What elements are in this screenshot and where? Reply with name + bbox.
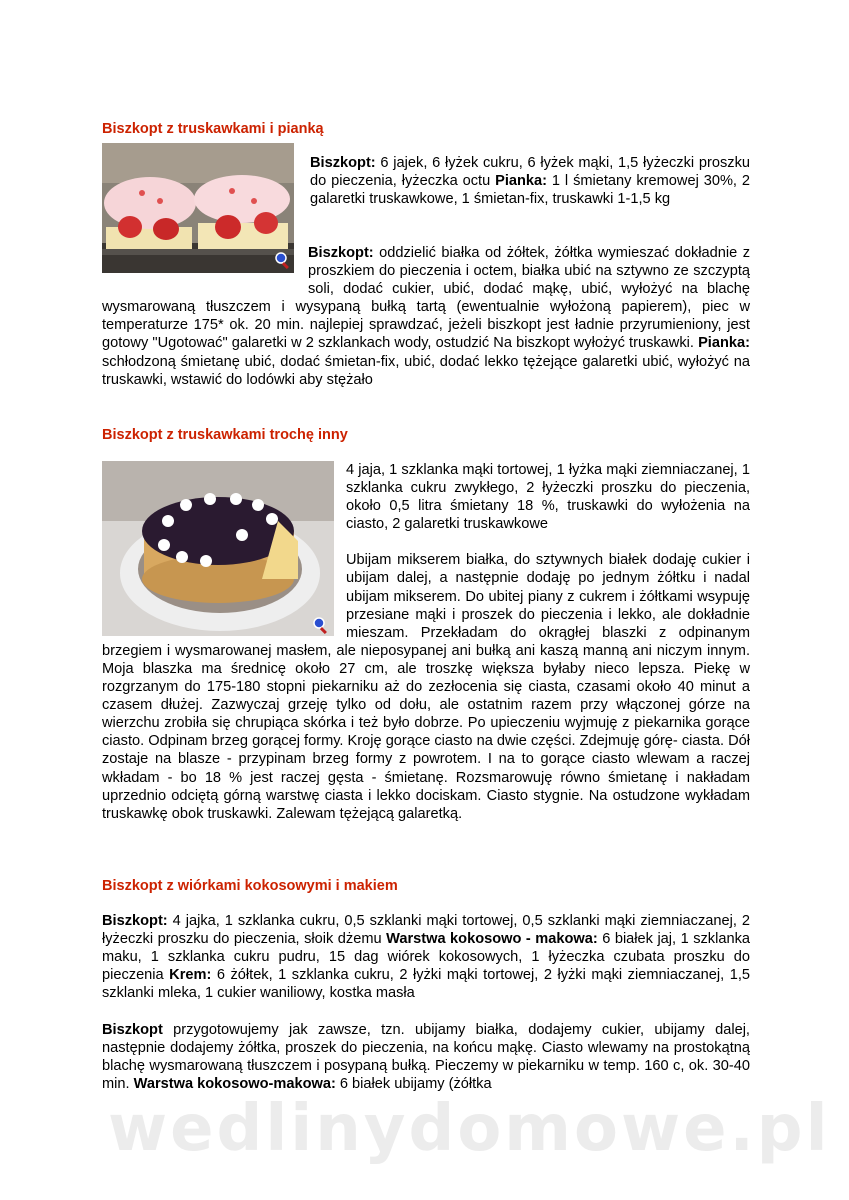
recipe-ingredients: Biszkopt: 4 jajka, 1 szklanka cukru, 0,5 szklanki mąki tortowej, 0,5 szklanki mąki ziemniaczanej, 2 łyżeczki proszku do pieczenia, słoik dżemu Warstwa kokosowo - makowa: 6 białek jaj, 1 szklanka maku, 1 szklanka cukru pudru, 15 dag wiórek kokosowych, 1 łyżeczka czubata proszku do pieczenia Krem: 6 żółtek, 1 szklanka cukru, 2 łyżki mąki tortowej, 2 łyżki mąki ziemniaczanej, 1,5 szklanki mleka, 1 cukier waniliowy, kostka masła xyxy=(102,913,750,1002)
recipe-body xyxy=(102,461,750,823)
recipe-title: Biszkopt z truskawkami trochę inny xyxy=(102,427,348,443)
recipe-ingredients: 4 jaja, 1 szklanka mąki tortowej, 1 łyżka mąki ziemniaczanej, 1 szklanka cukru zwykłego, 2 łyżeczki proszku do pieczenia, około 0,5 litra śmietany 18 %, truskawki do wyłożenia na ciasto, 2 galaretki truskawkowe xyxy=(346,462,750,533)
watermark: wedlinydomowe.pl xyxy=(108,1092,831,1166)
cake-photo xyxy=(102,461,334,636)
recipe-preparation: Biszkopt: oddzielić białka od żółtek, żółtka wymieszać dokładnie z proszkiem do pieczenia i octem, białka ubić na sztywno ze szczyptą soli, dodać cukier, ubić, dodać mąkę, ubić, wyłożyć na blachę wysmarowaną tłuszczem i wysypaną bułką tartą (ewentualnie wyłożoną papierem), piec w temperaturze 175* ok. 20 min. najlepiej sprawdzać, jeżeli biszkopt jest ładnie przyrumieniony, jest gotowy "Ugotować" galaretki w 2 szklankach wody, ostudzić Na biszkopt wyłożyć truskawki. Pianka: schłodzoną śmietanę ubić, dodać śmietan-fix, ubić, dodać lekko tężejące galaretki ubić, wyłożyć na truskawki, wstawić do lodówki aby stężało xyxy=(102,245,750,388)
recipe-ingredients: Biszkopt: 6 jajek, 6 łyżek cukru, 6 łyżek mąki, 1,5 łyżeczki proszku do pieczenia, łyżeczka octu Pianka: 1 l śmietany kremowej 30%, 2 galaretki truskawkowe, 1 śmietan-fix, truskawki 1-1,5 kg xyxy=(102,154,750,275)
recipe-title: Biszkopt z truskawkami i pianką xyxy=(102,121,324,137)
layered-cake-photo xyxy=(102,461,334,636)
recipe-preparation: Biszkopt przygotowujemy jak zawsze, tzn. ubijamy białka, dodajemy cukier, ubijamy dalej, następnie dodajemy żółtka, proszek do pieczenia, na końcu mąkę. Ciasto wlewamy na prostokątną blachę wysmarowaną tłuszczem i posypaną bułką. Pieczemy w piekarniku w temp. 160 c, ok. 30-40 min. Warstwa kokosowo-makowa: 6 białek ubijamy (żółtka xyxy=(102,1022,750,1093)
recipe-title: Biszkopt z wiórkami kokosowymi i makiem xyxy=(102,878,398,894)
recipe-preparation: Ubijam mikserem białka, do sztywnych białek dodaję cukier i ubijam dalej, a następnie dodaję po jednym żółtku i nadal ubijam mikserem. Do ubitej piany z cukrem i żółtkami wsypuję przesiane mąki i proszek do pieczenia i lekko, ale dokładnie mieszam. Przekładam do okrągłej blaszki z odpinanym brzegiem i wysmarowanej masłem, ale nieposypanej ani bułką ani kaszą manną ani niczym innym. Moja blaszka ma średnicę około 27 cm, ale troszkę większa byłaby nieco lepsza. Piekę w rozgrzanym do 175-180 stopni piekarniku aż do zezłocenia się ciasta, czasami około 40 minut a czasem dłużej. Zazwyczaj grzeję tylko od dołu, ale ostatnim razem przy włączonej górze na wierzchu zrobiła się chrupiąca skórka i też było dobrze. Po upieczeniu wyjmuję z piekarnika gorące ciasto. Odpinam brzeg gorącej formy. Kroję gorące ciasto na dwie części. Zdejmuję górę- ciasta. Dół zostaje na blasze - przypinam brzeg formy z powrotem. I na to gorące ciasto wlewam a raczej wkładam - bo 18 % jest raczej gęsta - śmietanę. Rozsmarowuję równo śmietanę i nakładam uprzednio odciętą górną warstwę ciasta i lekko dociskam. Ciasto stygnie. Na ostudzone wykładam truskawkę obok truskawki. Zalewam tężejącą galaretką. xyxy=(102,552,750,822)
zoom-icon[interactable] xyxy=(312,616,330,634)
